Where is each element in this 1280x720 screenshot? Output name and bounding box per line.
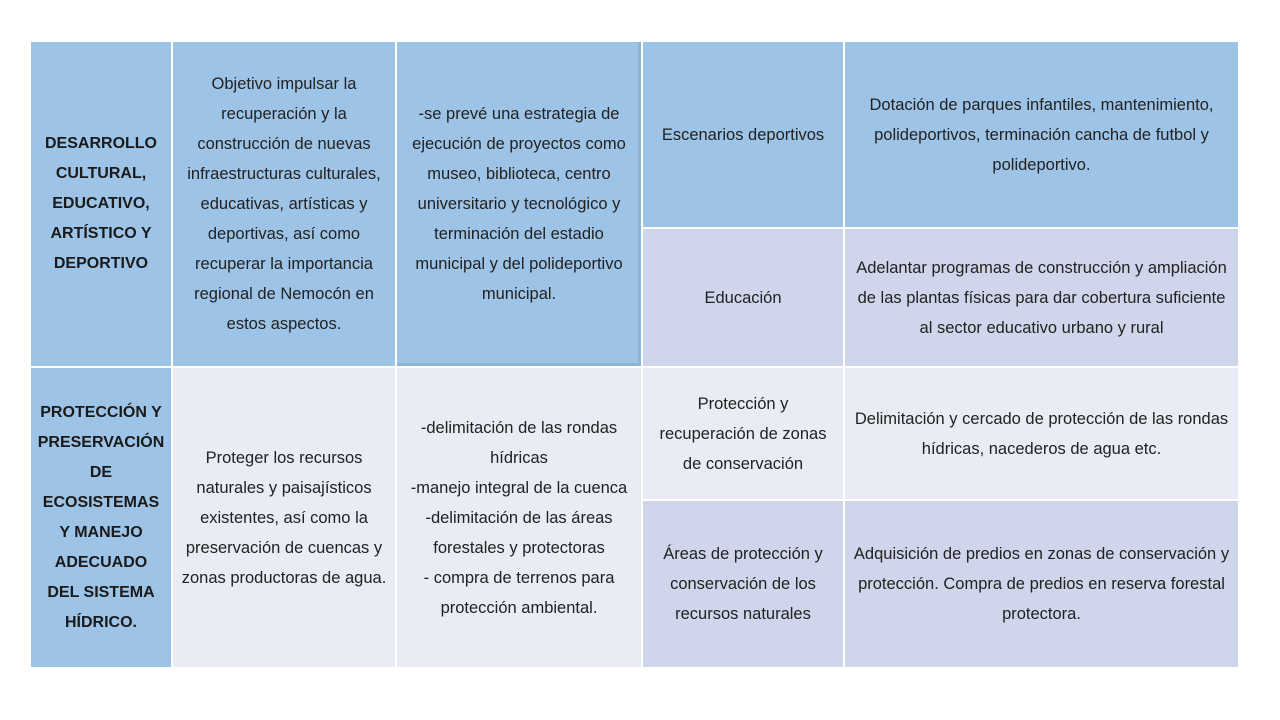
program-description-cell (845, 368, 1240, 501)
program-name-cell (643, 42, 845, 229)
program-description: Delimitación y cercado de protección de las rondas hídricas, nacederos de agua etc. (854, 409, 1229, 458)
strategy-line: -manejo integral de la cuenca (410, 478, 628, 497)
program-description-cell (845, 42, 1240, 229)
strategy-text: -se prevé una estrategia de ejecución de proyectos como museo, biblioteca, centro universitario y tecnológico y terminación del estadio municipal y del polideportivo municipal. (412, 105, 626, 303)
category-cell-hydric (31, 368, 173, 669)
plan-table (31, 42, 1240, 669)
strategy-line: - compra de terrenos para protección ambiental. (423, 568, 615, 617)
program-name: Escenarios deportivos (661, 125, 825, 144)
program-name: Protección y recuperación de zonas de conservación (659, 394, 827, 473)
strategy-cell-hydric (397, 368, 643, 669)
program-description-cell (845, 501, 1240, 669)
program-name-cell (643, 229, 845, 368)
program-description: Adelantar programas de construcción y ampliación de las plantas físicas para dar cobertura suficiente al sector educativo urbano y rural (856, 258, 1227, 337)
category-label: DESARROLLO CULTURAL, EDUCATIVO, ARTÍSTICO Y DEPORTIVO (45, 135, 157, 272)
category-cell-cultural (31, 42, 173, 368)
program-description-cell (845, 229, 1240, 368)
objective-cell-hydric (173, 368, 397, 669)
program-description: Adquisición de predios en zonas de conservación y protección. Compra de predios en reserva forestal protectora. (853, 545, 1230, 623)
program-name-cell (643, 368, 845, 501)
category-label: PROTECCIÓN Y PRESERVACIÓN DE ECOSISTEMAS Y MANEJO ADECUADO DEL SISTEMA HÍDRICO. (37, 403, 165, 631)
program-name: Educación (704, 288, 782, 307)
program-description: Dotación de parques infantiles, mantenimiento, polideportivos, terminación cancha de futbol y polideportivo. (869, 95, 1214, 174)
program-name: Áreas de protección y conservación de los recursos naturales (663, 545, 823, 623)
strategy-line: -delimitación de las rondas hídricas (420, 418, 618, 467)
strategy-line: -delimitación de las áreas forestales y protectoras (425, 508, 613, 557)
objective-text: Objetivo impulsar la recuperación y la construcción de nuevas infraestructuras culturales, educativas, artísticas y deportivas, así como recuperar la importancia regional de Nemocón en estos aspectos. (187, 75, 381, 333)
strategy-cell-cultural (397, 42, 643, 368)
objective-cell-cultural (173, 42, 397, 368)
program-name-cell (643, 501, 845, 669)
strategy-list (405, 413, 633, 623)
objective-text: Proteger los recursos naturales y paisajísticos existentes, así como la preservación de cuencas y zonas productoras de agua. (181, 448, 387, 587)
